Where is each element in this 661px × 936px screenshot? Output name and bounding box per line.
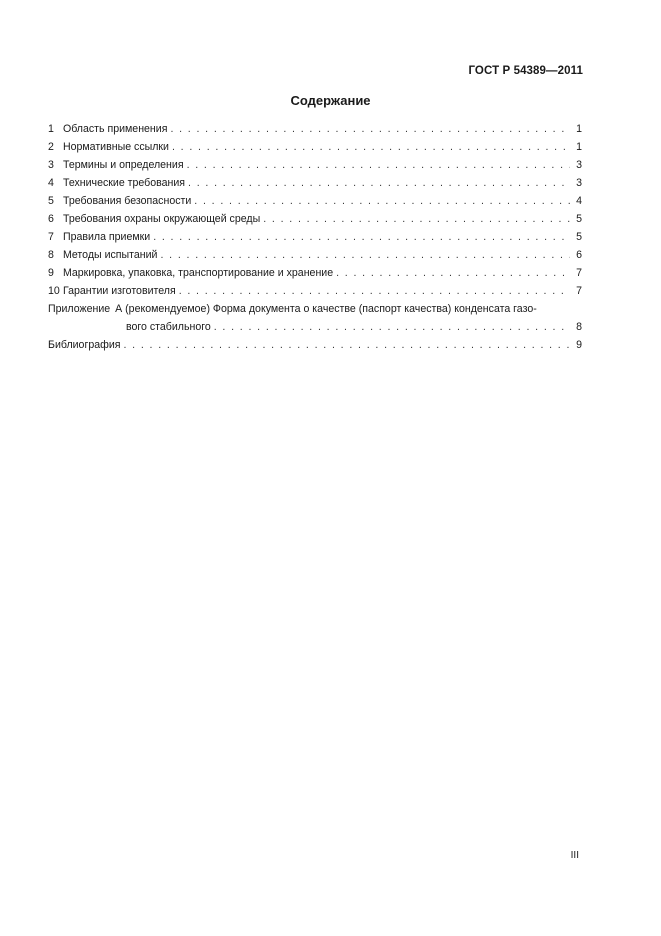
dot-leader <box>170 120 570 138</box>
toc-entry[interactable] <box>48 138 582 156</box>
toc-entry-label: Маркировка, упаковка, транспортирование и хранение <box>62 267 334 279</box>
toc-entry-page: 5 <box>576 213 582 225</box>
toc-entry-page: 5 <box>576 231 582 243</box>
table-of-contents <box>48 120 582 354</box>
toc-entry-label: Область применения <box>62 123 168 135</box>
toc-entry-number: 3 <box>48 159 54 171</box>
toc-entry-label: Правила приемки <box>62 231 151 243</box>
toc-entry-bibliography[interactable] <box>48 336 582 354</box>
appendix-title-line1: А (рекомендуемое) Форма документа о качестве (паспорт качества) конденсата газо- <box>115 303 537 315</box>
toc-entry[interactable] <box>48 228 582 246</box>
toc-entry[interactable] <box>48 210 582 228</box>
toc-entry-page: 8 <box>576 321 582 333</box>
toc-entry-label: Требования охраны окружающей среды <box>62 213 261 225</box>
toc-entry-number: 8 <box>48 249 54 261</box>
dot-leader <box>263 210 570 228</box>
appendix-title-line2: вого стабильного <box>126 321 211 333</box>
document-code: ГОСТ Р 54389—2011 <box>468 65 583 77</box>
dot-leader <box>214 318 570 336</box>
toc-entry-page: 7 <box>576 285 582 297</box>
toc-entry-page: 1 <box>576 141 582 153</box>
toc-entry[interactable] <box>48 282 582 300</box>
toc-entry-label: Технические требования <box>62 177 186 189</box>
toc-entry-label: Термины и определения <box>62 159 184 171</box>
toc-entry-number: 10 <box>48 285 60 297</box>
dot-leader <box>179 282 570 300</box>
appendix-prefix: Приложение <box>48 303 111 315</box>
dot-leader <box>194 192 570 210</box>
toc-entry[interactable] <box>48 264 582 282</box>
toc-entry-page: 3 <box>576 159 582 171</box>
toc-entry-number: 1 <box>48 123 54 135</box>
dot-leader <box>336 264 570 282</box>
toc-entry[interactable] <box>48 174 582 192</box>
toc-entry-number: 5 <box>48 195 54 207</box>
toc-entry[interactable] <box>48 192 582 210</box>
toc-entry-number: 4 <box>48 177 54 189</box>
toc-entry-number: 6 <box>48 213 54 225</box>
toc-entry-label: Гарантии изготовителя <box>62 285 176 297</box>
toc-entry[interactable] <box>48 246 582 264</box>
toc-title: Содержание <box>290 93 371 108</box>
toc-entry[interactable] <box>48 156 582 174</box>
toc-entry-number: 9 <box>48 267 54 279</box>
toc-entry-page: 6 <box>576 249 582 261</box>
toc-appendix[interactable] <box>48 300 582 336</box>
toc-entry-page: 1 <box>576 123 582 135</box>
toc-entry-page: 3 <box>576 177 582 189</box>
toc-entry-page: 7 <box>576 267 582 279</box>
toc-entry-label: Требования безопасности <box>62 195 192 207</box>
toc-entry-label: Библиография <box>48 339 121 351</box>
dot-leader <box>188 174 570 192</box>
toc-entry-number: 2 <box>48 141 54 153</box>
toc-entry-number: 7 <box>48 231 54 243</box>
toc-entry-page: 4 <box>576 195 582 207</box>
dot-leader <box>153 228 570 246</box>
toc-entry-page: 9 <box>576 339 582 351</box>
dot-leader <box>172 138 570 156</box>
dot-leader <box>160 246 570 264</box>
toc-entry-label: Нормативные ссылки <box>62 141 169 153</box>
toc-entry-label: Методы испытаний <box>62 249 158 261</box>
dot-leader <box>187 156 570 174</box>
toc-entry[interactable] <box>48 120 582 138</box>
dot-leader <box>123 336 570 354</box>
page-number: III <box>570 850 579 861</box>
